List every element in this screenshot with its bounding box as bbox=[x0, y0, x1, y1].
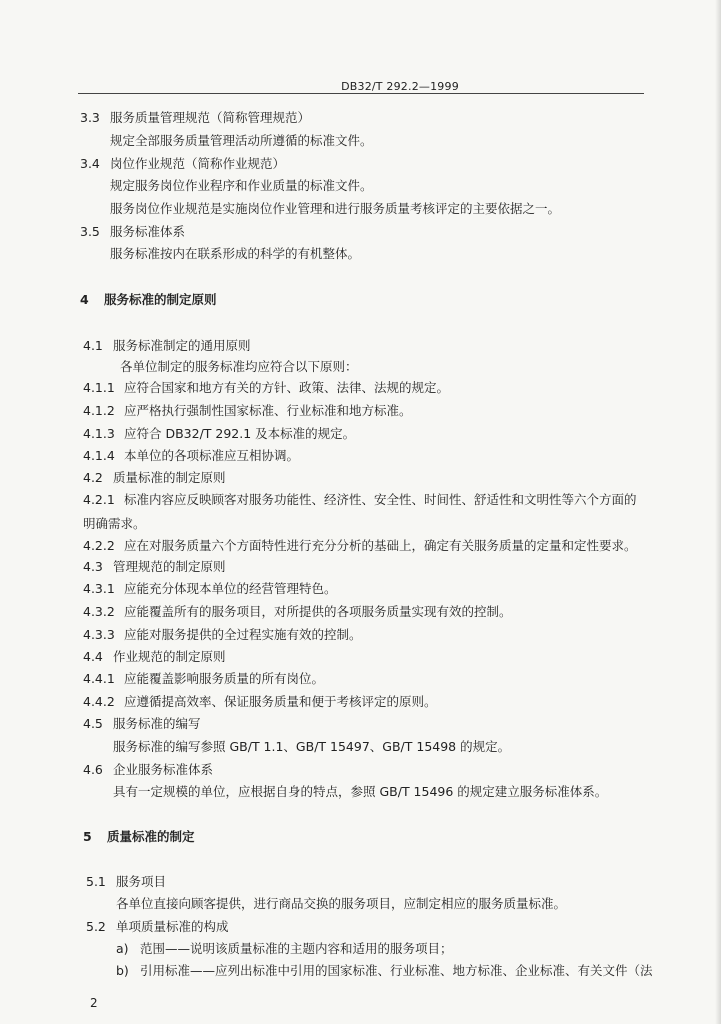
clause-4-4-2: 4.4.2 应遵循提高效率、保证服务质量和便于考核评定的原则。 bbox=[83, 694, 437, 709]
clause-title: 服务标准制定的通用原则 bbox=[113, 338, 251, 353]
clause-4-4-1: 4.4.1 应能覆盖影响服务质量的所有岗位。 bbox=[83, 671, 325, 686]
clause-4-3-3: 4.3.3 应能对服务提供的全过程实施有效的控制。 bbox=[83, 627, 362, 642]
paragraph: 服务标准按内在联系形成的科学的有机整体。 bbox=[110, 246, 361, 261]
clause-4-6: 4.6 企业服务标准体系 bbox=[83, 762, 214, 777]
clause-4-1 bbox=[83, 338, 251, 354]
clause-title: 服务标准体系 bbox=[110, 224, 186, 239]
paragraph: 服务岗位作业规范是实施岗位作业管理和进行服务质量考核评定的主要依据之一。 bbox=[110, 201, 561, 216]
clause-4-1-2: 4.1.2 应严格执行强制性国家标准、行业标准和地方标准。 bbox=[83, 403, 412, 418]
clause-4-2-1: 4.2.1 标准内容应反映顾客对服务功能性、经济性、安全性、时间性、舒适性和文明性等六个方面的 bbox=[83, 492, 637, 507]
clause-number: 3.5 bbox=[80, 224, 100, 239]
clause-4-2-2: 4.2.2 应在对服务质量六个方面特性进行充分分析的基础上，确定有关服务质量的定量和定性要求。 bbox=[83, 538, 637, 553]
clause-3-4 bbox=[80, 156, 285, 172]
paragraph: 各单位直接向顾客提供，进行商品交换的服务项目，应制定相应的服务质量标准。 bbox=[116, 896, 567, 911]
list-item-b: b) 引用标准——应列出标准中引用的国家标准、行业标准、地方标准、企业标准、有关文件（法 bbox=[116, 963, 653, 978]
clause-5-1: 5.1 服务项目 bbox=[86, 874, 167, 889]
clause-4-4: 4.4 作业规范的制定原则 bbox=[83, 649, 226, 664]
clause-number: 3.3 bbox=[80, 110, 100, 125]
paragraph: 具有一定规模的单位，应根据自身的特点，参照 GB/T 15496 的规定建立服务标准体系。 bbox=[113, 784, 608, 799]
paragraph: 规定服务岗位作业程序和作业质量的标准文件。 bbox=[110, 178, 373, 193]
chapter-title: 服务标准的制定原则 bbox=[104, 292, 217, 307]
clause-4-3-1: 4.3.1 应能充分体现本单位的经营管理特色。 bbox=[83, 581, 337, 596]
header-rule bbox=[78, 93, 644, 94]
clause-4-3-2: 4.3.2 应能覆盖所有的服务项目，对所提供的各项服务质量实现有效的控制。 bbox=[83, 604, 512, 619]
paragraph: 服务标准的编写参照 GB/T 1.1、GB/T 15497、GB/T 15498 的规定。 bbox=[113, 739, 511, 754]
chapter-5-heading bbox=[83, 829, 195, 845]
page-number: 2 bbox=[90, 996, 98, 1010]
paragraph-continuation: 明确需求。 bbox=[83, 516, 146, 531]
scan-edge-shadow bbox=[715, 0, 721, 1024]
list-item-a: a) 范围——说明该质量标准的主题内容和适用的服务项目； bbox=[116, 941, 453, 956]
chapter-number: 5 bbox=[83, 829, 92, 844]
clause-4-2: 4.2 质量标准的制定原则 bbox=[83, 470, 226, 485]
clause-3-5 bbox=[80, 224, 185, 240]
chapter-title: 质量标准的制定 bbox=[107, 829, 195, 844]
paragraph: 规定全部服务质量管理活动所遵循的标准文件。 bbox=[110, 133, 373, 148]
clause-title: 服务质量管理规范（简称管理规范） bbox=[110, 110, 311, 125]
clause-4-1-1: 4.1.1 应符合国家和地方有关的方针、政策、法律、法规的规定。 bbox=[83, 380, 450, 395]
clause-4-5: 4.5 服务标准的编写 bbox=[83, 716, 201, 731]
chapter-number: 4 bbox=[80, 292, 89, 307]
clause-number: 4.1 bbox=[83, 338, 103, 353]
clause-title: 岗位作业规范（简称作业规范） bbox=[110, 156, 286, 171]
paragraph: 各单位制定的服务标准均应符合以下原则： bbox=[120, 359, 358, 374]
chapter-4-heading bbox=[80, 292, 217, 308]
clause-4-1-3: 4.1.3 应符合 DB32/T 292.1 及本标准的规定。 bbox=[83, 426, 356, 441]
clause-4-1-4: 4.1.4 本单位的各项标准应互相协调。 bbox=[83, 448, 300, 463]
standard-code-header: DB32/T 292.2—1999 bbox=[341, 80, 459, 93]
clause-number: 3.4 bbox=[80, 156, 100, 171]
clause-4-3: 4.3 管理规范的制定原则 bbox=[83, 559, 226, 574]
clause-3-3 bbox=[80, 110, 310, 126]
clause-5-2: 5.2 单项质量标准的构成 bbox=[86, 919, 229, 934]
